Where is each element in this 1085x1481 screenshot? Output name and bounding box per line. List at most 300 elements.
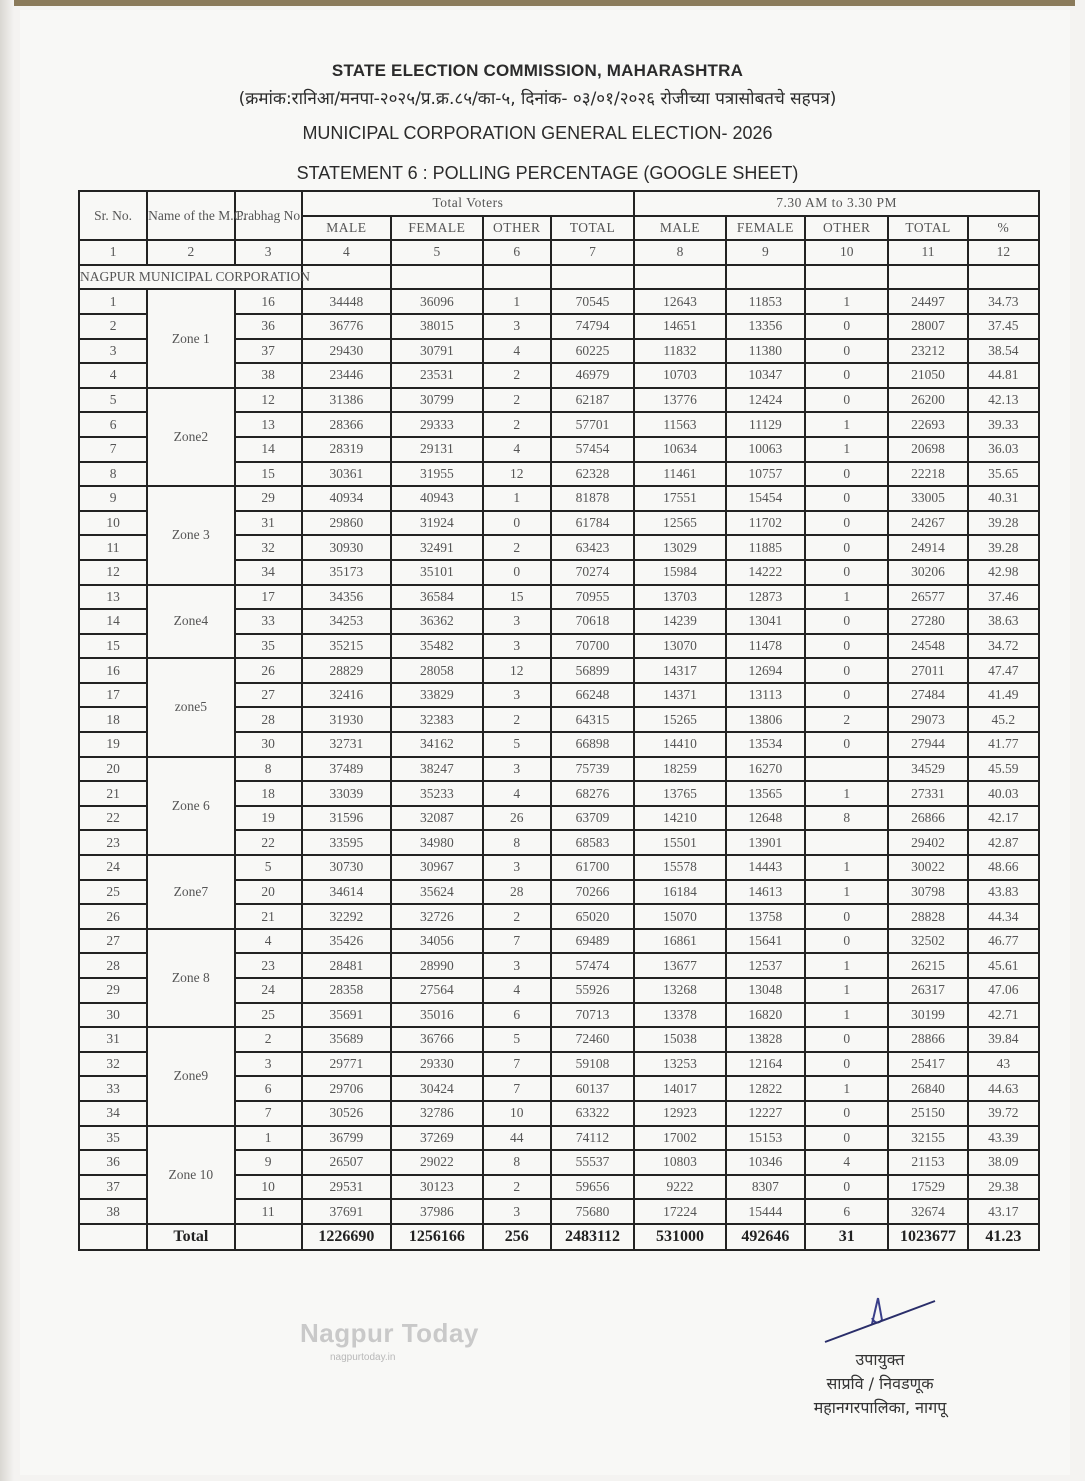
zone-name-cell: zone5	[147, 658, 234, 756]
v-total-cell: 21050	[888, 363, 967, 388]
v-male-cell: 13677	[634, 953, 726, 978]
tv-female-cell: 36096	[391, 289, 483, 314]
tv-other-cell: 2	[483, 707, 551, 732]
column-number: 1	[79, 240, 147, 265]
tv-other-cell: 7	[483, 929, 551, 954]
tv-total-cell: 62328	[551, 462, 634, 487]
total-v-male: 531000	[634, 1224, 726, 1250]
pct-cell: 40.03	[968, 781, 1039, 806]
pct-cell: 41.77	[968, 732, 1039, 757]
prabhag-cell: 25	[235, 1003, 302, 1028]
prabhag-cell: 2	[235, 1027, 302, 1052]
pct-cell: 43	[968, 1052, 1039, 1077]
v-other-cell: 0	[805, 363, 888, 388]
tv-total-cell: 55926	[551, 978, 634, 1003]
tv-male-cell: 35426	[302, 929, 391, 954]
v-male-cell: 13253	[634, 1052, 726, 1077]
tv-male-cell: 30361	[302, 462, 391, 487]
column-number: 9	[726, 240, 805, 265]
tv-other-cell: 2	[483, 412, 551, 437]
v-female-cell: 15153	[726, 1126, 805, 1151]
tv-total-cell: 81878	[551, 486, 634, 511]
tv-other-cell: 1	[483, 289, 551, 314]
v-total-cell: 30798	[888, 880, 967, 905]
watermark-logo: Nagpur Today	[300, 1318, 479, 1348]
sr-no-cell: 7	[79, 437, 147, 462]
v-female-cell: 11129	[726, 412, 805, 437]
pct-cell: 42.87	[968, 830, 1039, 855]
prabhag-cell: 23	[235, 953, 302, 978]
tv-other-cell: 44	[483, 1126, 551, 1151]
tv-male-cell: 28366	[302, 412, 391, 437]
tv-total-cell: 59108	[551, 1052, 634, 1077]
tv-female-cell: 29330	[391, 1052, 483, 1077]
tv-total-cell: 66898	[551, 732, 634, 757]
prabhag-cell: 27	[235, 683, 302, 708]
v-female-cell: 16820	[726, 1003, 805, 1028]
pct-cell: 45.61	[968, 953, 1039, 978]
tv-male-cell: 35689	[302, 1027, 391, 1052]
v-total-cell: 26317	[888, 978, 967, 1003]
empty-cell	[483, 265, 551, 290]
v-total-cell: 26215	[888, 953, 967, 978]
tv-total-cell: 72460	[551, 1027, 634, 1052]
v-total-cell: 24914	[888, 535, 967, 560]
zone-name-cell: Zone 6	[147, 757, 234, 855]
prabhag-cell: 20	[235, 880, 302, 905]
tv-total-cell: 62187	[551, 388, 634, 413]
header-v-female: FEMALE	[726, 216, 805, 241]
table-row	[79, 855, 1039, 880]
v-female-cell: 15641	[726, 929, 805, 954]
sr-no-cell: 32	[79, 1052, 147, 1077]
v-female-cell: 14443	[726, 855, 805, 880]
total-tv-total: 2483112	[551, 1224, 634, 1250]
tv-male-cell: 30526	[302, 1101, 391, 1126]
prabhag-cell: 31	[235, 511, 302, 536]
sr-no-cell: 36	[79, 1150, 147, 1175]
prabhag-cell: 35	[235, 634, 302, 659]
tv-other-cell: 4	[483, 978, 551, 1003]
v-total-cell: 21153	[888, 1150, 967, 1175]
prabhag-cell: 30	[235, 732, 302, 757]
v-other-cell: 0	[805, 1101, 888, 1126]
header-time-window: 7.30 AM to 3.30 PM	[634, 191, 1039, 216]
tv-male-cell: 36776	[302, 314, 391, 339]
v-other-cell: 1	[805, 978, 888, 1003]
pct-cell: 46.77	[968, 929, 1039, 954]
tv-other-cell: 12	[483, 658, 551, 683]
header-tv-other: OTHER	[483, 216, 551, 241]
table-row	[79, 1027, 1039, 1052]
tv-other-cell: 7	[483, 1076, 551, 1101]
v-male-cell: 16184	[634, 880, 726, 905]
tv-other-cell: 3	[483, 1199, 551, 1224]
tv-male-cell: 29531	[302, 1175, 391, 1200]
column-number: 12	[968, 240, 1039, 265]
v-male-cell: 12643	[634, 289, 726, 314]
v-male-cell: 10803	[634, 1150, 726, 1175]
v-other-cell: 0	[805, 732, 888, 757]
v-male-cell: 13029	[634, 535, 726, 560]
v-total-cell: 27484	[888, 683, 967, 708]
empty-cell	[235, 1224, 302, 1250]
header-tv-female: FEMALE	[391, 216, 483, 241]
v-female-cell: 13806	[726, 707, 805, 732]
v-other-cell: 1	[805, 953, 888, 978]
v-total-cell: 22693	[888, 412, 967, 437]
tv-male-cell: 36799	[302, 1126, 391, 1151]
sr-no-cell: 21	[79, 781, 147, 806]
pct-cell: 39.28	[968, 511, 1039, 536]
v-female-cell: 13828	[726, 1027, 805, 1052]
v-other-cell: 0	[805, 486, 888, 511]
v-female-cell: 8307	[726, 1175, 805, 1200]
v-total-cell: 23212	[888, 339, 967, 364]
column-number: 2	[147, 240, 234, 265]
commission-title: STATE ELECTION COMMISSION, MAHARASHTRA	[331, 61, 744, 80]
pct-cell: 34.73	[968, 289, 1039, 314]
v-male-cell: 15070	[634, 904, 726, 929]
prabhag-cell: 22	[235, 830, 302, 855]
prabhag-cell: 12	[235, 388, 302, 413]
tv-total-cell: 68583	[551, 830, 634, 855]
zone-name-cell: Zone7	[147, 855, 234, 929]
prabhag-cell: 34	[235, 560, 302, 585]
table-row	[79, 289, 1039, 314]
v-male-cell: 14017	[634, 1076, 726, 1101]
v-total-cell: 17529	[888, 1175, 967, 1200]
sr-no-cell: 11	[79, 535, 147, 560]
v-other-cell: 6	[805, 1199, 888, 1224]
pct-cell: 44.63	[968, 1076, 1039, 1101]
tv-male-cell: 30930	[302, 535, 391, 560]
v-female-cell: 11380	[726, 339, 805, 364]
v-total-cell: 24267	[888, 511, 967, 536]
v-female-cell: 15444	[726, 1199, 805, 1224]
prabhag-cell: 16	[235, 289, 302, 314]
v-other-cell: 1	[805, 781, 888, 806]
v-total-cell: 24497	[888, 289, 967, 314]
v-male-cell: 17002	[634, 1126, 726, 1151]
prabhag-cell: 18	[235, 781, 302, 806]
v-other-cell: 2	[805, 707, 888, 732]
table-row	[79, 585, 1039, 610]
v-male-cell: 15578	[634, 855, 726, 880]
table-row	[79, 757, 1039, 782]
prabhag-cell: 4	[235, 929, 302, 954]
pct-cell: 42.13	[968, 388, 1039, 413]
sr-no-cell: 23	[79, 830, 147, 855]
column-number-row	[79, 240, 1039, 265]
tv-total-cell: 70266	[551, 880, 634, 905]
tv-total-cell: 65020	[551, 904, 634, 929]
reference-line: (क्रमांक:रानिआ/मनपा-२०२५/प्र.क्र.८५/का-५, दिनांक- ०३/०१/२०२६ रोजीच्या पत्रासोबतचे सहपत्र)	[238, 89, 837, 109]
column-number: 5	[391, 240, 483, 265]
pct-cell: 41.49	[968, 683, 1039, 708]
header-prabhag: Prabhag No	[235, 191, 302, 240]
tv-female-cell: 31955	[391, 462, 483, 487]
tv-other-cell: 5	[483, 732, 551, 757]
v-total-cell: 28007	[888, 314, 967, 339]
polling-table	[78, 190, 1040, 1251]
v-male-cell: 18259	[634, 757, 726, 782]
tv-total-cell: 68276	[551, 781, 634, 806]
v-female-cell: 13048	[726, 978, 805, 1003]
v-total-cell: 27280	[888, 609, 967, 634]
prabhag-cell: 3	[235, 1052, 302, 1077]
prabhag-cell: 24	[235, 978, 302, 1003]
tv-other-cell: 26	[483, 806, 551, 831]
v-female-cell: 10347	[726, 363, 805, 388]
sr-no-cell: 10	[79, 511, 147, 536]
tv-female-cell: 37986	[391, 1199, 483, 1224]
v-male-cell: 10703	[634, 363, 726, 388]
sr-no-cell: 24	[79, 855, 147, 880]
signatory-dept: साप्रवि / निवडणूक	[826, 1374, 934, 1393]
v-total-cell: 32155	[888, 1126, 967, 1151]
tv-total-cell: 70955	[551, 585, 634, 610]
v-total-cell: 26200	[888, 388, 967, 413]
tv-other-cell: 28	[483, 880, 551, 905]
v-male-cell: 12565	[634, 511, 726, 536]
tv-female-cell: 34162	[391, 732, 483, 757]
tv-total-cell: 61784	[551, 511, 634, 536]
tv-other-cell: 5	[483, 1027, 551, 1052]
v-female-cell: 10757	[726, 462, 805, 487]
prabhag-cell: 8	[235, 757, 302, 782]
sr-no-cell: 8	[79, 462, 147, 487]
tv-total-cell: 61700	[551, 855, 634, 880]
tv-total-cell: 63423	[551, 535, 634, 560]
v-other-cell: 4	[805, 1150, 888, 1175]
prabhag-cell: 7	[235, 1101, 302, 1126]
v-male-cell: 13703	[634, 585, 726, 610]
tv-male-cell: 33039	[302, 781, 391, 806]
v-other-cell: 0	[805, 1027, 888, 1052]
tv-total-cell: 56899	[551, 658, 634, 683]
watermark-url: nagpurtoday.in	[330, 1352, 396, 1363]
tv-other-cell: 3	[483, 683, 551, 708]
prabhag-cell: 5	[235, 855, 302, 880]
v-total-cell: 28866	[888, 1027, 967, 1052]
header-mc-name: Name of the M.C.	[147, 191, 234, 240]
sr-no-cell: 22	[79, 806, 147, 831]
zone-name-cell: Zone 1	[147, 289, 234, 387]
tv-total-cell: 70713	[551, 1003, 634, 1028]
sr-no-cell: 29	[79, 978, 147, 1003]
tv-female-cell: 30967	[391, 855, 483, 880]
empty-cell	[302, 265, 391, 290]
header-tv-total: TOTAL	[551, 216, 634, 241]
sr-no-cell: 38	[79, 1199, 147, 1224]
v-female-cell: 13356	[726, 314, 805, 339]
v-other-cell: 1	[805, 585, 888, 610]
v-total-cell: 26577	[888, 585, 967, 610]
v-other-cell: 0	[805, 929, 888, 954]
pct-cell: 39.72	[968, 1101, 1039, 1126]
sr-no-cell: 19	[79, 732, 147, 757]
pct-cell: 45.2	[968, 707, 1039, 732]
total-tv-other: 256	[483, 1224, 551, 1250]
total-v-other: 31	[805, 1224, 888, 1250]
v-other-cell: 0	[805, 658, 888, 683]
sr-no-cell: 6	[79, 412, 147, 437]
tv-male-cell: 35691	[302, 1003, 391, 1028]
tv-total-cell: 70545	[551, 289, 634, 314]
tv-total-cell: 63709	[551, 806, 634, 831]
sr-no-cell: 28	[79, 953, 147, 978]
prabhag-cell: 26	[235, 658, 302, 683]
v-male-cell: 14371	[634, 683, 726, 708]
v-male-cell: 11461	[634, 462, 726, 487]
v-male-cell: 16861	[634, 929, 726, 954]
sr-no-cell: 2	[79, 314, 147, 339]
pct-cell: 43.17	[968, 1199, 1039, 1224]
tv-female-cell: 32383	[391, 707, 483, 732]
v-female-cell: 13534	[726, 732, 805, 757]
prabhag-cell: 13	[235, 412, 302, 437]
sr-no-cell: 31	[79, 1027, 147, 1052]
signatory-org: महानगरपालिका, नागपू	[813, 1398, 947, 1417]
tv-total-cell: 70700	[551, 634, 634, 659]
tv-female-cell: 27564	[391, 978, 483, 1003]
v-male-cell: 9222	[634, 1175, 726, 1200]
tv-female-cell: 40943	[391, 486, 483, 511]
v-total-cell: 30199	[888, 1003, 967, 1028]
tv-other-cell: 3	[483, 757, 551, 782]
prabhag-cell: 32	[235, 535, 302, 560]
tv-male-cell: 23446	[302, 363, 391, 388]
sr-no-cell: 33	[79, 1076, 147, 1101]
tv-female-cell: 35233	[391, 781, 483, 806]
tv-total-cell: 60225	[551, 339, 634, 364]
v-female-cell: 14613	[726, 880, 805, 905]
total-tv-male: 1226690	[302, 1224, 391, 1250]
tv-total-cell: 66248	[551, 683, 634, 708]
header-v-total: TOTAL	[888, 216, 967, 241]
sr-no-cell: 26	[79, 904, 147, 929]
tv-total-cell: 57701	[551, 412, 634, 437]
v-total-cell: 22218	[888, 462, 967, 487]
total-v-female: 492646	[726, 1224, 805, 1250]
column-number: 7	[551, 240, 634, 265]
pct-cell: 39.33	[968, 412, 1039, 437]
v-female-cell: 16270	[726, 757, 805, 782]
tv-female-cell: 31924	[391, 511, 483, 536]
tv-total-cell: 59656	[551, 1175, 634, 1200]
v-total-cell: 33005	[888, 486, 967, 511]
tv-male-cell: 32731	[302, 732, 391, 757]
prabhag-cell: 28	[235, 707, 302, 732]
tv-other-cell: 3	[483, 314, 551, 339]
pct-cell: 40.31	[968, 486, 1039, 511]
tv-female-cell: 28990	[391, 953, 483, 978]
pct-cell: 48.66	[968, 855, 1039, 880]
tv-female-cell: 37269	[391, 1126, 483, 1151]
pct-cell: 37.46	[968, 585, 1039, 610]
tv-other-cell: 4	[483, 437, 551, 462]
v-total-cell: 26840	[888, 1076, 967, 1101]
tv-total-cell: 57474	[551, 953, 634, 978]
tv-male-cell: 31386	[302, 388, 391, 413]
sr-no-cell: 20	[79, 757, 147, 782]
tv-other-cell: 2	[483, 1175, 551, 1200]
v-male-cell: 15501	[634, 830, 726, 855]
tv-male-cell: 31596	[302, 806, 391, 831]
empty-cell	[391, 265, 483, 290]
sr-no-cell: 9	[79, 486, 147, 511]
sr-no-cell: 13	[79, 585, 147, 610]
tv-female-cell: 38247	[391, 757, 483, 782]
pct-cell: 38.63	[968, 609, 1039, 634]
prabhag-cell: 14	[235, 437, 302, 462]
tv-female-cell: 29131	[391, 437, 483, 462]
v-other-cell: 0	[805, 511, 888, 536]
v-total-cell: 25150	[888, 1101, 967, 1126]
v-other-cell: 1	[805, 880, 888, 905]
v-other-cell: 1	[805, 855, 888, 880]
tv-female-cell: 34980	[391, 830, 483, 855]
tv-male-cell: 28319	[302, 437, 391, 462]
v-other-cell: 0	[805, 904, 888, 929]
prabhag-cell: 10	[235, 1175, 302, 1200]
prabhag-cell: 19	[235, 806, 302, 831]
sr-no-cell: 1	[79, 289, 147, 314]
tv-female-cell: 35016	[391, 1003, 483, 1028]
photo-left-edge	[0, 0, 14, 1481]
tv-female-cell: 30799	[391, 388, 483, 413]
v-female-cell: 13041	[726, 609, 805, 634]
v-total-cell: 29073	[888, 707, 967, 732]
tv-total-cell: 74794	[551, 314, 634, 339]
tv-total-cell: 57454	[551, 437, 634, 462]
tv-total-cell: 55537	[551, 1150, 634, 1175]
tv-female-cell: 35101	[391, 560, 483, 585]
tv-other-cell: 2	[483, 904, 551, 929]
header-v-other: OTHER	[805, 216, 888, 241]
v-total-cell: 34529	[888, 757, 967, 782]
tv-female-cell: 32786	[391, 1101, 483, 1126]
sr-no-cell: 34	[79, 1101, 147, 1126]
v-other-cell: 8	[805, 806, 888, 831]
empty-cell	[634, 265, 726, 290]
total-pct: 41.23	[968, 1224, 1039, 1250]
tv-other-cell: 0	[483, 560, 551, 585]
prabhag-cell: 11	[235, 1199, 302, 1224]
zone-name-cell: Zone 3	[147, 486, 234, 584]
tv-total-cell: 69489	[551, 929, 634, 954]
v-female-cell: 12164	[726, 1052, 805, 1077]
tv-male-cell: 30730	[302, 855, 391, 880]
tv-female-cell: 29333	[391, 412, 483, 437]
total-v-total: 1023677	[888, 1224, 967, 1250]
v-total-cell: 32674	[888, 1199, 967, 1224]
tv-other-cell: 6	[483, 1003, 551, 1028]
tv-male-cell: 26507	[302, 1150, 391, 1175]
pct-cell: 43.39	[968, 1126, 1039, 1151]
pct-cell: 39.28	[968, 535, 1039, 560]
tv-female-cell: 32087	[391, 806, 483, 831]
column-number: 11	[888, 240, 967, 265]
tv-female-cell: 28058	[391, 658, 483, 683]
column-number: 4	[302, 240, 391, 265]
header-percent: %	[968, 216, 1039, 241]
pct-cell: 39.84	[968, 1027, 1039, 1052]
pct-cell: 45.59	[968, 757, 1039, 782]
tv-other-cell: 3	[483, 634, 551, 659]
v-other-cell: 0	[805, 462, 888, 487]
